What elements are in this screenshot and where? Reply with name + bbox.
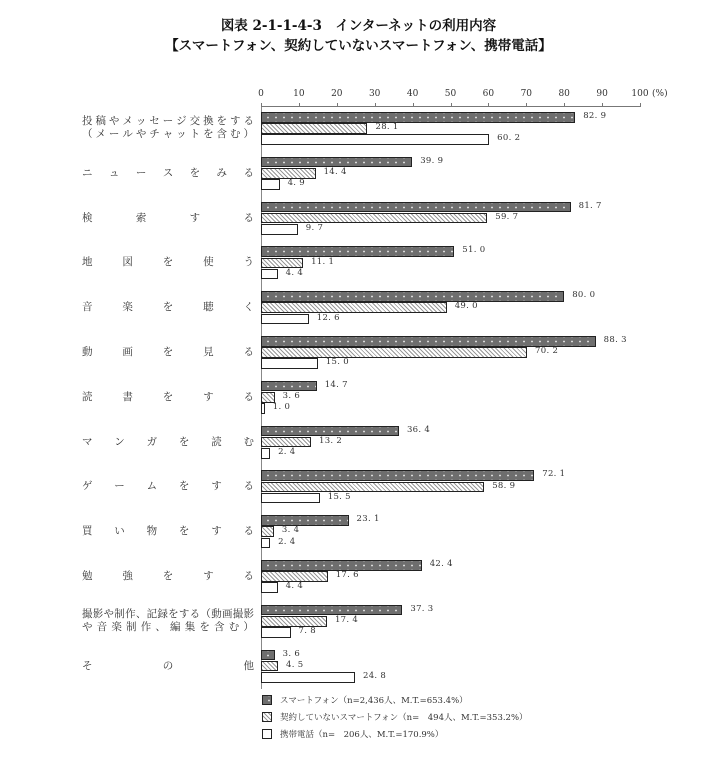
category-label-line: （ メ ー ル や チ ャ ッ ト を 含 む ） — [82, 128, 254, 140]
bar-series-3 — [261, 179, 280, 190]
bar-value-label: 9. 7 — [305, 223, 324, 233]
bar-series-3 — [261, 314, 309, 325]
x-axis-tick-label: 100 — [631, 89, 649, 99]
legend-label: 契約していないスマートフォン（n= 494人、M.T.=353.2%） — [280, 713, 528, 723]
category-label-line: 音 楽 を 聴 く — [82, 301, 254, 314]
bar-series-2 — [261, 526, 274, 537]
bar-value-label: 14. 7 — [324, 379, 348, 390]
bar-value-label: 12. 6 — [316, 312, 340, 323]
bar-value-label: 24. 8 — [362, 671, 387, 681]
bar-series-2 — [261, 347, 527, 358]
category-label — [82, 301, 254, 314]
bar-value-label: 17. 6 — [335, 570, 359, 581]
bar-value-label: 4. 4 — [285, 267, 304, 278]
bar-series-3 — [261, 672, 355, 683]
legend-label: スマートフォン（n=2,436人、M.T.=653.4%） — [280, 696, 468, 706]
bar-value-label: 72. 1 — [542, 469, 566, 480]
category-label-line: や 音 楽 制 作 、 編 集 を 含 む ） — [82, 620, 254, 633]
x-axis-tick — [640, 103, 641, 107]
x-axis-tick-label: 0 — [258, 89, 264, 99]
bar-series-1 — [261, 650, 275, 661]
bar-value-label: 42. 4 — [429, 559, 453, 569]
bar-series-1 — [261, 560, 422, 571]
bar-series-3 — [261, 134, 489, 145]
bar-value-label: 80. 0 — [572, 290, 596, 301]
category-label — [82, 570, 254, 583]
x-axis-tick — [299, 103, 300, 107]
category-label-line: 検 索 す る — [82, 211, 254, 224]
category-label-line: 動 画 を 見 る — [82, 346, 254, 358]
category-label-line: ゲ ー ム を す る — [82, 480, 254, 493]
bar-value-label: 59. 7 — [495, 211, 519, 222]
category-label — [82, 346, 254, 359]
bar-series-1 — [261, 202, 571, 213]
bar-series-1 — [261, 336, 596, 347]
bar-value-label: 82. 9 — [583, 111, 607, 121]
bar-series-3 — [261, 269, 278, 280]
x-axis-tick-label: 40 — [406, 89, 419, 99]
category-label-line: 勉 強 を す る — [82, 570, 254, 582]
x-axis-tick-label: 50 — [444, 89, 457, 99]
bar-series-1 — [261, 470, 534, 481]
category-label-line: そ の 他 — [82, 659, 254, 672]
bar-series-3 — [261, 224, 298, 235]
bar-value-label: 11. 1 — [311, 256, 335, 267]
x-axis-tick — [602, 103, 603, 107]
bar-value-label: 3. 6 — [282, 391, 301, 401]
category-label — [82, 391, 254, 404]
bar-series-3 — [261, 493, 320, 504]
bar-series-3 — [261, 538, 270, 549]
bar-value-label: 4. 5 — [286, 659, 304, 670]
bar-value-label: 15. 0 — [325, 357, 349, 368]
category-label — [82, 436, 254, 449]
bar-value-label: 2. 4 — [278, 447, 296, 457]
bar-value-label: 13. 2 — [319, 435, 343, 446]
bar-series-3 — [261, 448, 270, 459]
category-label — [82, 608, 254, 634]
bar-value-label: 3. 4 — [281, 525, 300, 536]
x-axis-tick — [413, 103, 414, 107]
category-label — [82, 660, 254, 673]
chart-title-line-1: 図表 2-1-1-4-3 インターネットの利用内容 — [220, 18, 497, 34]
bar-value-label: 51. 0 — [462, 245, 486, 256]
bar-value-label: 4. 4 — [285, 581, 304, 592]
bar-series-2 — [261, 661, 278, 672]
bar-value-label: 4. 9 — [287, 178, 305, 189]
bar-value-label: 23. 1 — [356, 514, 380, 525]
bar-series-2 — [261, 213, 487, 224]
bar-series-3 — [261, 582, 278, 593]
category-label — [82, 256, 254, 269]
bar-series-3 — [261, 358, 318, 369]
legend-swatch — [262, 695, 272, 705]
chart-title-line-2: 【スマートフォン、契約していないスマートフォン、携帯電話】 — [165, 38, 552, 54]
category-label-line: 撮 影 や 制 作 、 記 録 を す る （ 動 画 撮 影 — [82, 607, 254, 620]
bar-series-2 — [261, 482, 484, 493]
bar-value-label: 88. 3 — [603, 335, 627, 345]
legend-item — [262, 694, 468, 706]
bar-value-label: 15. 5 — [327, 491, 351, 502]
category-label — [82, 212, 254, 225]
bar-series-1 — [261, 605, 402, 616]
bar-value-label: 39. 9 — [420, 155, 444, 166]
bar-series-2 — [261, 616, 327, 627]
bar-value-label: 17. 4 — [334, 615, 359, 625]
x-axis-tick-label: 30 — [368, 89, 381, 99]
bar-value-label: 58. 9 — [492, 480, 516, 491]
bar-value-label: 7. 8 — [298, 626, 316, 637]
bar-series-2 — [261, 258, 303, 269]
bar-series-2 — [261, 571, 328, 582]
bar-series-1 — [261, 426, 399, 437]
bar-series-1 — [261, 515, 349, 526]
bar-value-label: 37. 3 — [410, 603, 434, 614]
bar-series-3 — [261, 627, 291, 638]
bar-series-1 — [261, 291, 564, 302]
bar-value-label: 81. 7 — [578, 200, 602, 211]
x-axis-tick — [526, 103, 527, 107]
legend-swatch — [262, 712, 272, 722]
x-axis-unit: (%) — [652, 89, 668, 99]
x-axis-tick-label: 60 — [482, 89, 495, 99]
x-axis-tick-label: 70 — [520, 89, 533, 99]
legend-item — [262, 711, 528, 723]
bar-value-label: 14. 4 — [323, 167, 347, 177]
category-label-line: 地 図 を 使 う — [82, 256, 254, 269]
bar-value-label: 60. 2 — [497, 133, 521, 144]
bar-series-1 — [261, 381, 317, 392]
x-axis-tick — [337, 103, 338, 107]
x-axis-tick-label: 90 — [596, 89, 608, 99]
bar-series-2 — [261, 302, 447, 313]
category-label — [82, 115, 254, 141]
bar-series-2 — [261, 168, 316, 179]
bar-series-1 — [261, 112, 575, 123]
bar-value-label: 49. 0 — [454, 301, 478, 312]
x-axis-tick-label: 80 — [558, 89, 570, 99]
bar-series-1 — [261, 157, 412, 168]
bar-value-label: 2. 4 — [278, 536, 296, 547]
bar-value-label: 1. 0 — [272, 402, 291, 413]
category-label-line: 買 い 物 を す る — [82, 525, 254, 538]
bar-series-3 — [261, 403, 265, 414]
x-axis-tick — [261, 103, 262, 107]
bar-value-label: 70. 2 — [535, 346, 559, 357]
x-axis-tick — [375, 103, 376, 107]
x-axis-tick — [564, 103, 565, 107]
bar-series-2 — [261, 392, 275, 403]
legend-item — [262, 728, 443, 740]
legend-swatch — [262, 729, 272, 739]
x-axis-tick-label: 10 — [293, 89, 305, 99]
bar-series-2 — [261, 123, 367, 134]
category-label — [82, 480, 254, 493]
bar-value-label: 28. 1 — [375, 122, 399, 133]
x-axis-tick — [451, 103, 452, 107]
category-label-line: ニ ュ ー ス を み る — [82, 166, 254, 179]
legend-label: 携帯電話（n= 206人、M.T.=170.9%） — [280, 730, 444, 740]
category-label-line: 投 稿 や メ ッ セ ー ジ 交 換 を す る — [82, 115, 254, 127]
bar-value-label: 36. 4 — [406, 424, 431, 435]
category-label — [82, 525, 254, 538]
x-axis-tick — [488, 103, 489, 107]
x-axis-tick-label: 20 — [331, 89, 343, 99]
category-label-line: マ ン ガ を 読 む — [82, 435, 254, 448]
bar-series-2 — [261, 437, 311, 448]
bar-value-label: 3. 6 — [282, 648, 301, 659]
bar-series-1 — [261, 246, 454, 257]
category-label-line: 読 書 を す る — [82, 390, 254, 403]
category-label — [82, 167, 254, 180]
